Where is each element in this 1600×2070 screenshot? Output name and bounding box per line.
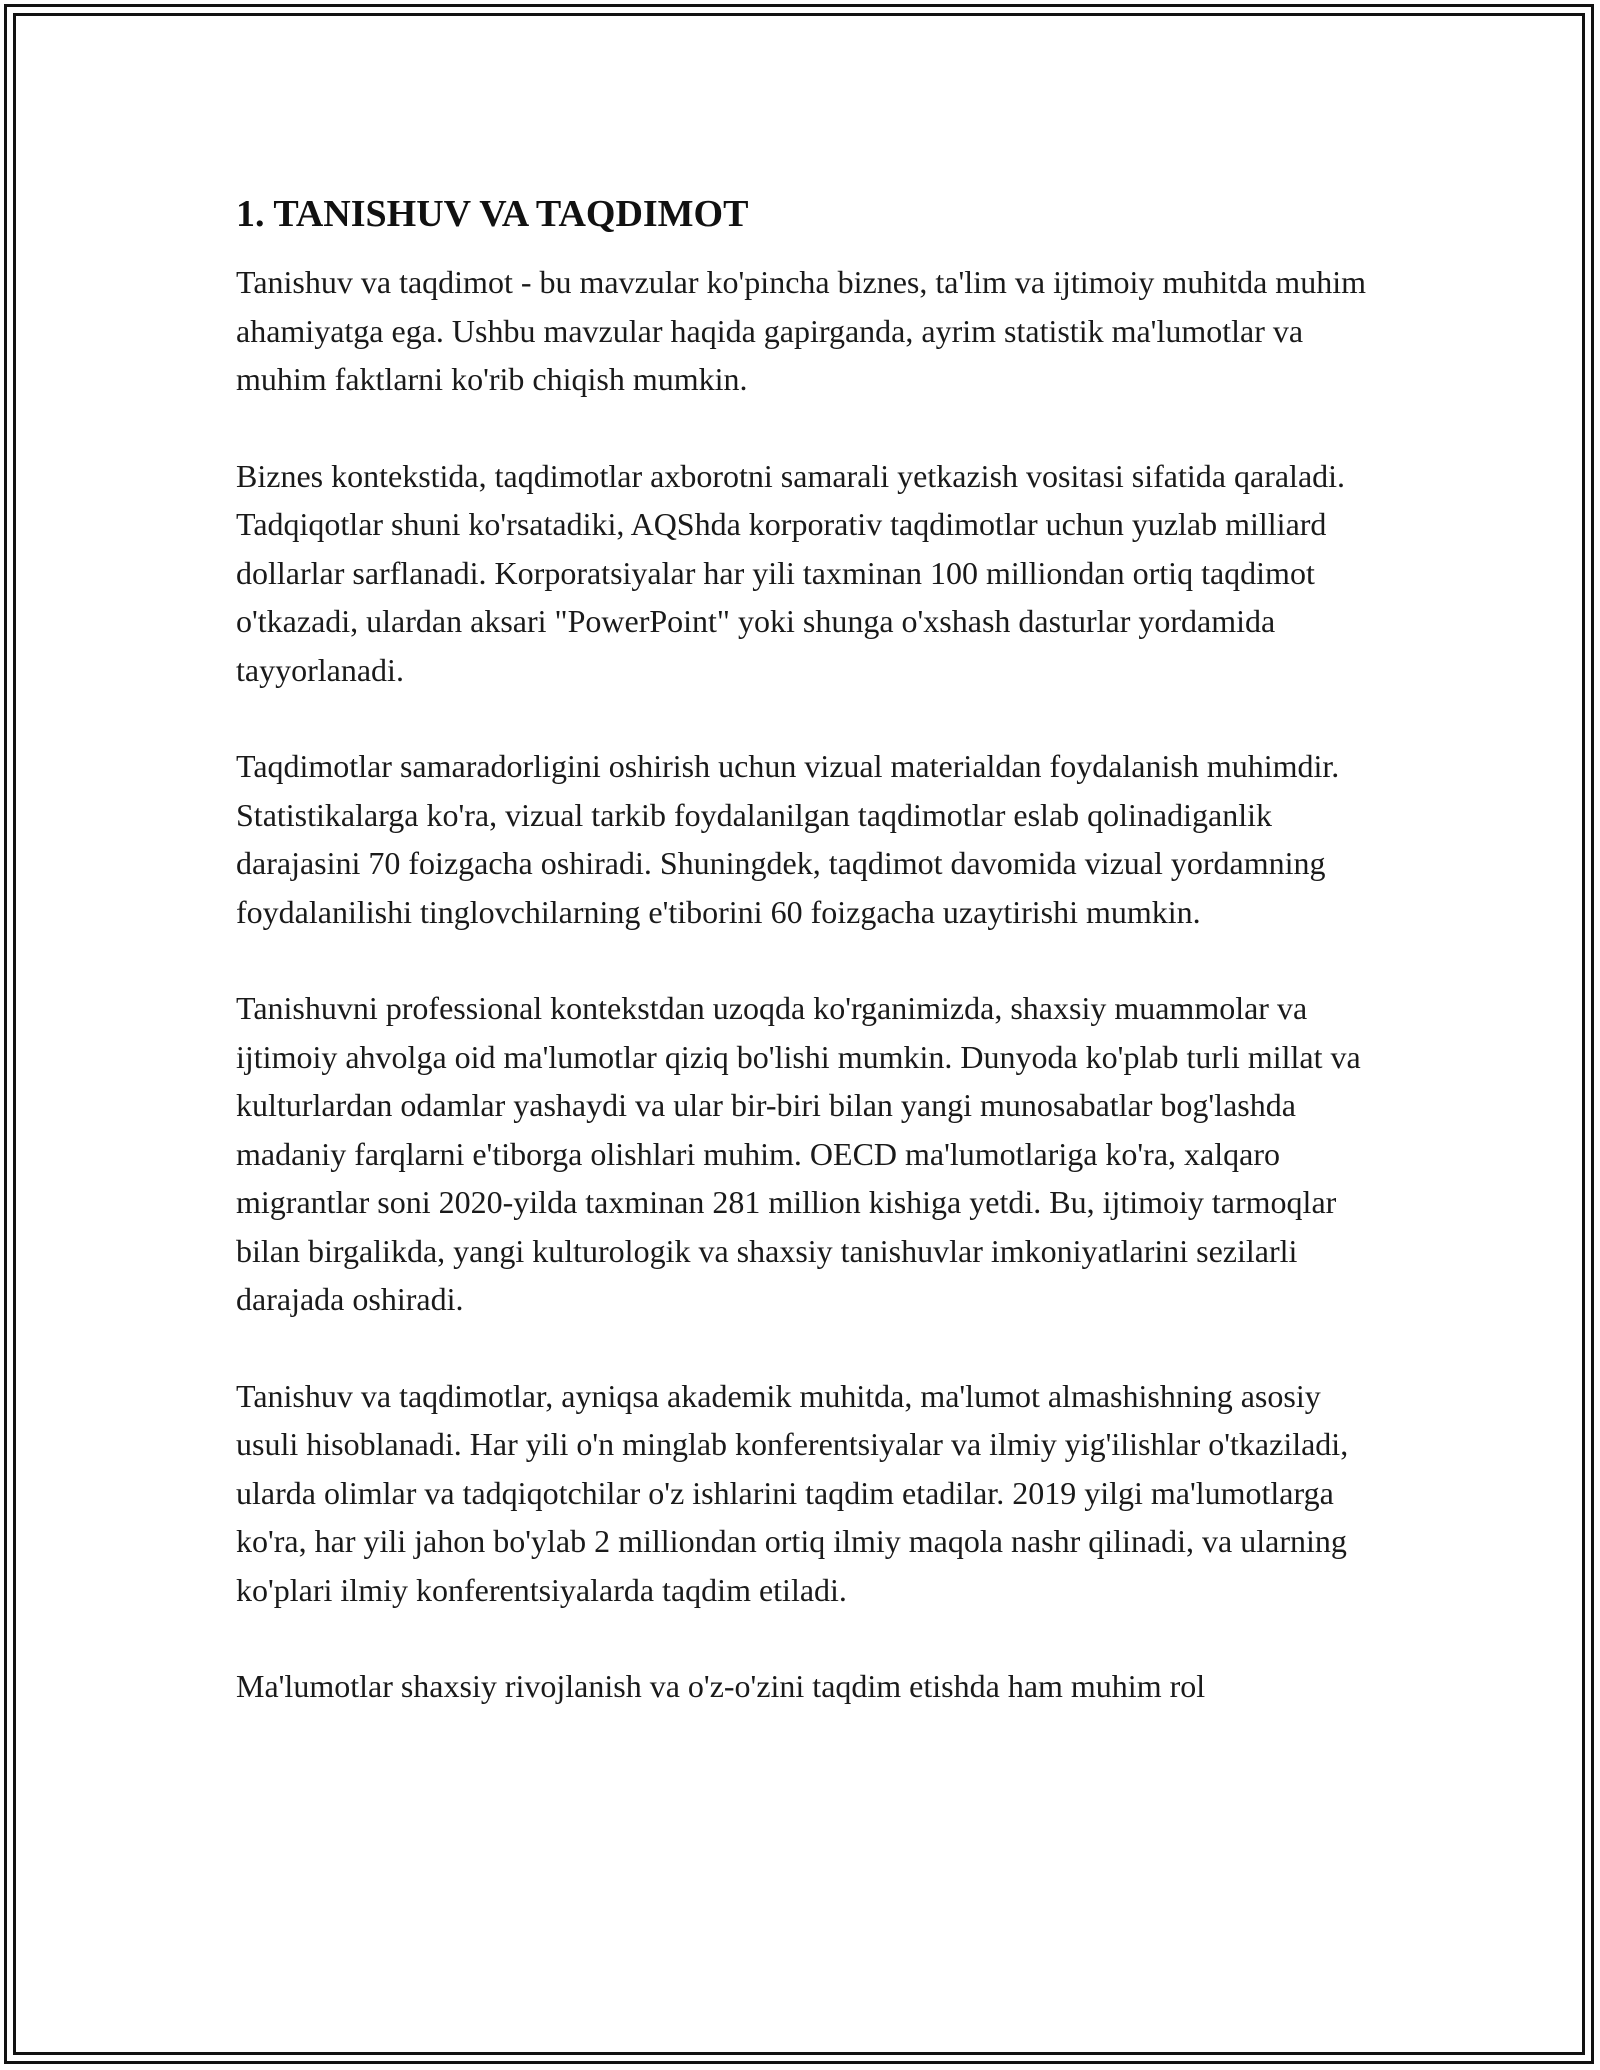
paragraph-academic: Tanishuv va taqdimotlar, ayniqsa akademik muhitda, ma'lumot almashishning asosiy usuli hisoblanadi. Har yili o'n minglab konferentsiyalar va ilmiy yig'ilishlar o'tkaziladi, ularda olimlar va tadqiqotchilar o'z ishlarini taqdim etadilar. 2019 yilgi ma'lumotlarga ko'ra, har yili jahon bo'ylab 2 milliondan ortiq ilmiy maqola nashr qilinadi, va ularning ko'plari ilmiy konferentsiyalarda taqdim etiladi. [236, 1377, 1349, 1608]
document-body [236, 186, 1376, 1759]
paragraph-visual-materials: Taqdimotlar samaradorligini oshirish uchun vizual materialdan foydalanish muhimdir. Statistikalarga ko'ra, vizual tarkib foydalanilgan taqdimotlar eslab qolinadiganlik darajasini 70 foizgacha oshiradi. Shuningdek, taqdimot davomida vizual yordamning foydalanilishi tinglovchilarning e'tiborini 60 foizgacha uzaytirishi mumkin. [236, 748, 1340, 930]
section-heading: 1. TANISHUV VA TAQDIMOT [236, 193, 749, 235]
paragraph-social-context: Tanishuvni professional kontekstdan uzoqda ko'rganimizda, shaxsiy muammolar va ijtimoiy ahvolga oid ma'lumotlar qiziq bo'lishi mumkin. Dunyoda ko'plab turli millat va kulturlardan odamlar yashaydi va ular bir-biri bilan yangi munosabatlar bog'lashda madaniy farqlarni e'tiborga olishlari muhim. OECD ma'lumotlariga ko'ra, xalqaro migrantlar soni 2020-yilda taxminan 281 million kishiga yetdi. Bu, ijtimoiy tarmoqlar bilan birgalikda, yangi kulturologik va shaxsiy tanishuvlar imkoniyatlarini sezilarli darajada oshiradi. [236, 990, 1361, 1317]
paragraph-intro: Tanishuv va taqdimot - bu mavzular ko'pincha biznes, ta'lim va ijtimoiy muhitda muhim ahamiyatga ega. Ushbu mavzular haqida gapirganda, ayrim statistik ma'lumotlar va muhim faktlarni ko'rib chiqish mumkin. [236, 264, 1366, 397]
paragraph-personal-development: Ma'lumotlar shaxsiy rivojlanish va o'z-o'zini taqdim etishda ham muhim rol [236, 1668, 1206, 1704]
paragraph-business: Biznes kontekstida, taqdimotlar axborotni samarali yetkazish vositasi sifatida qaraladi. Tadqiqotlar shuni ko'rsatadiki, AQShda korporativ taqdimotlar uchun yuzlab milliard dollarlar sarflanadi. Korporatsiyalar har yili taxminan 100 milliondan ortiq taqdimot o'tkazadi, ulardan aksari "PowerPoint" yoki shunga o'xshash dasturlar yordamida tayyorlanadi. [236, 457, 1346, 688]
